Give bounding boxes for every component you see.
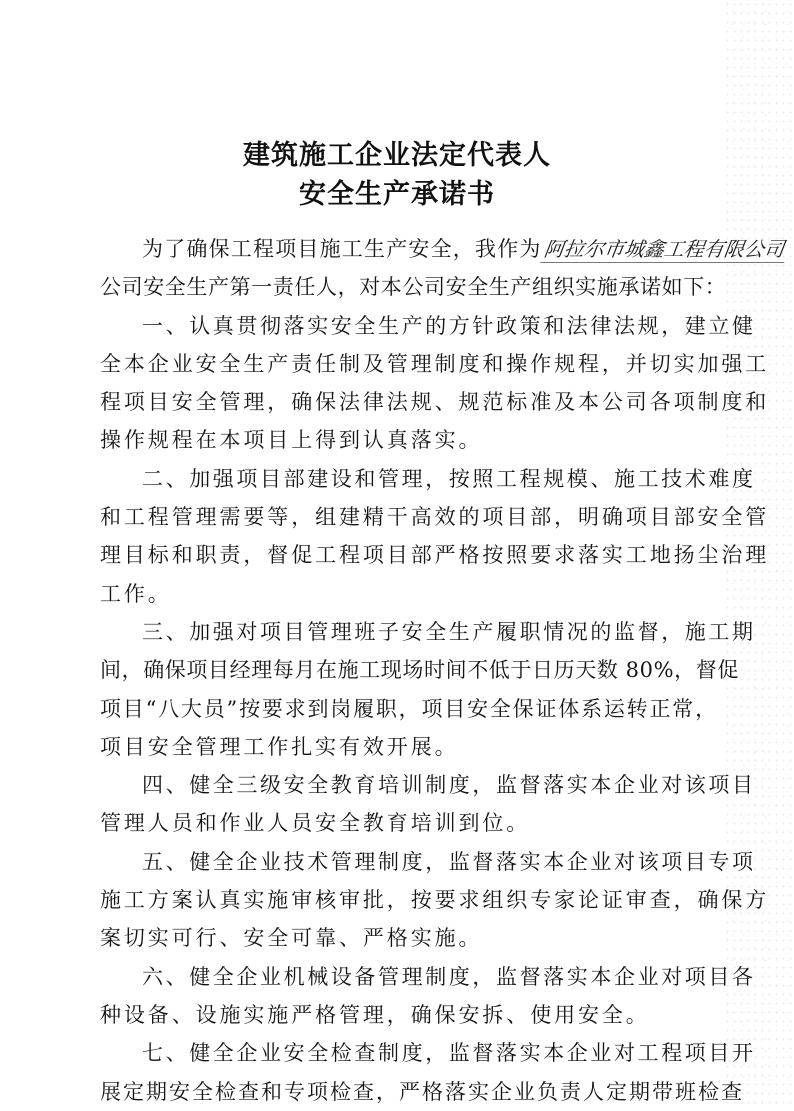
body-line: 施工方案认真实施审核审批，按要求组织专家论证审查，确保方 bbox=[100, 888, 770, 913]
body-line: 种设备、设施实施严格管理，确保安拆、使用安全。 bbox=[100, 1002, 650, 1027]
body-line: 四、健全三级安全教育培训制度，监督落实本企业对该项目 bbox=[142, 773, 756, 798]
paragraph-intro-line bbox=[100, 230, 786, 268]
body-line: 全本企业安全生产责任制及管理制度和操作规程，并切实加强工 bbox=[100, 351, 770, 376]
body-line: 案切实可行、安全可靠、严格实施。 bbox=[100, 926, 483, 951]
body-line: 和工程管理需要等，组建精干高效的项目部，明确项目部安全管 bbox=[100, 505, 770, 530]
body-line: 项目安全管理工作扎实有效开展。 bbox=[100, 734, 459, 759]
body-line: 六、健全企业机械设备管理制度，监督落实本企业对项目各 bbox=[142, 964, 756, 989]
document-title-line-2: 安全生产承诺书 bbox=[299, 179, 495, 210]
document-body bbox=[100, 230, 786, 1111]
body-line: 工作。 bbox=[100, 581, 172, 606]
body-line: 七、健全企业安全检查制度，监督落实本企业对工程项目开 bbox=[142, 1041, 756, 1066]
body-line: 项目“八大员”按要求到岗履职，项目安全保证体系运转正常， bbox=[100, 696, 718, 721]
body-line: 五、健全企业技术管理制度，监督落实本企业对该项目专项 bbox=[142, 849, 756, 874]
body-line: 二、加强项目部建设和管理，按照工程规模、施工技术难度 bbox=[142, 466, 756, 491]
body-line: 程项目安全管理，确保法律法规、规范标准及本公司各项制度和 bbox=[100, 390, 770, 415]
body-line: 间，确保项目经理每月在施工现场时间不低于日历天数 80%，督促 bbox=[100, 658, 739, 683]
body-line: 操作规程在本项目上得到认真落实。 bbox=[100, 428, 483, 453]
document-title-line-1: 建筑施工企业法定代表人 bbox=[243, 140, 551, 171]
body-line: 三、加强对项目管理班子安全生产履职情况的监督，施工期 bbox=[142, 619, 756, 644]
body-line: 公司安全生产第一责任人，对本公司安全生产组织实施承诺如下： bbox=[100, 275, 727, 300]
intro-text: 为了确保工程项目施工生产安全，我作为 bbox=[142, 237, 542, 261]
body-line: 一、认真贯彻落实安全生产的方针政策和法律法规，建立健 bbox=[142, 313, 756, 338]
body-line: 理目标和职责，督促工程项目部严格按照要求落实工地扬尘治理 bbox=[100, 543, 770, 568]
body-line: 管理人员和作业人员安全教育培训到位。 bbox=[100, 811, 531, 836]
handwritten-company-name: 阿拉尔市城鑫工程有限公司 bbox=[540, 236, 788, 263]
body-line: 展定期安全检查和专项检查，严格落实企业负责人定期带班检查 bbox=[100, 1079, 744, 1104]
